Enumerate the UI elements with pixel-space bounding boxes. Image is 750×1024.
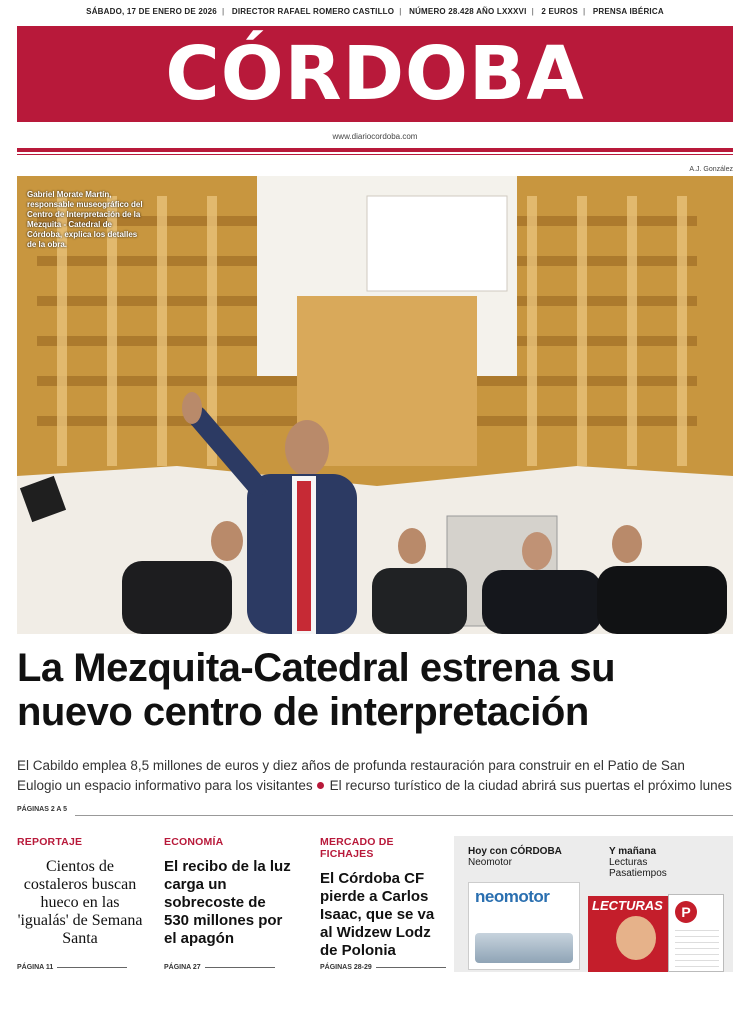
column-kicker: ECONOMÍA bbox=[164, 836, 224, 848]
header-rule-thin bbox=[17, 154, 733, 155]
lead-subhead bbox=[17, 756, 733, 796]
bullet-dot-icon bbox=[317, 782, 324, 789]
lead-subhead-2: El recurso turístico de la ciudad abrirá sus puertas el próximo lunes bbox=[329, 778, 732, 793]
masthead bbox=[17, 26, 733, 122]
column-title[interactable]: El Córdoba CF pierde a Carlos Isaac, que se va al Widzew Lodz de Polonia bbox=[320, 870, 435, 959]
column-title[interactable]: El recibo de la luz carga un sobrecoste de 530 millones por el apagón bbox=[164, 858, 291, 947]
issue-number: NÚMERO 28.428 AÑO LXXXVI bbox=[409, 7, 527, 16]
lead-pages: PÁGINAS 2 A 5 bbox=[17, 806, 68, 813]
promo-tomorrow-item-2: Pasatiempos bbox=[609, 868, 667, 879]
column-kicker: MERCADO DE FICHAJES bbox=[320, 836, 394, 860]
promo-tomorrow-item-1: Lecturas bbox=[609, 857, 648, 868]
column-pages: PÁGINAS 28-29 bbox=[320, 964, 446, 971]
promo-today-item: Neomotor bbox=[468, 857, 512, 868]
pasatiempos-cover[interactable] bbox=[668, 894, 724, 972]
publisher-group: PRENSA IBÉRICA bbox=[592, 7, 664, 16]
photo-caption: Gabriel Morate Martín, responsable museográfico del Centro de Interpretación de la Mezquita - Catedral de Córdoba, explica los detalles de la obra. bbox=[27, 190, 143, 249]
header-rule bbox=[17, 148, 733, 152]
column-pages: PÁGINA 27 bbox=[164, 964, 275, 971]
neomotor-logo: neomotor bbox=[475, 887, 550, 906]
price: 2 EUROS bbox=[541, 7, 578, 16]
column-title[interactable]: Cientos de costaleros buscan hueco en las 'igualás' de Semana Santa bbox=[17, 858, 143, 947]
car-image bbox=[475, 933, 573, 963]
column-pages: PÁGINA 11 bbox=[17, 964, 127, 971]
supplements-promo[interactable] bbox=[454, 836, 733, 972]
promo-tomorrow-label: Y mañana bbox=[609, 846, 657, 857]
top-info-bar: SÁBADO, 17 DE ENERO DE 2026 | DIRECTOR RAFAEL ROMERO CASTILLO | NÚMERO 28.428 AÑO LXXXVI | 2 EUROS | PRENSA IBÉRICA bbox=[86, 7, 664, 16]
director: DIRECTOR RAFAEL ROMERO CASTILLO bbox=[231, 7, 395, 16]
lead-photo bbox=[17, 176, 733, 634]
column-reportaje[interactable] bbox=[17, 836, 143, 971]
lecturas-logo: LECTURAS bbox=[592, 898, 663, 913]
column-economia[interactable] bbox=[164, 836, 294, 971]
website-url: www.diariocordoba.com bbox=[332, 132, 418, 141]
lead-subhead-1: El Cabildo emplea 8,5 millones de euros y diez años de profunda restauración para construir en el Patio de San Eulogio un espacio informativo para los visitantes bbox=[17, 758, 685, 793]
lead-headline[interactable]: La Mezquita-Catedral estrena su nuevo centro de interpretación bbox=[17, 646, 615, 734]
column-kicker: REPORTAJE bbox=[17, 836, 83, 848]
newspaper-title: CÓRDOBA bbox=[165, 31, 585, 117]
lecturas-cover[interactable] bbox=[588, 896, 674, 972]
puzzle-grid-icon bbox=[675, 927, 719, 967]
promo-today-label: Hoy con CÓRDOBA bbox=[468, 846, 562, 857]
cover-photo bbox=[616, 916, 656, 960]
column-fichajes[interactable] bbox=[320, 836, 444, 971]
neomotor-cover[interactable] bbox=[468, 882, 580, 970]
promo-today bbox=[468, 846, 562, 868]
issue-date: SÁBADO, 17 DE ENERO DE 2026 bbox=[86, 7, 217, 16]
pasatiempos-logo: P bbox=[675, 901, 697, 923]
section-rule bbox=[75, 815, 733, 816]
photo-credit: A.J. González bbox=[689, 166, 733, 173]
promo-tomorrow bbox=[609, 846, 667, 879]
